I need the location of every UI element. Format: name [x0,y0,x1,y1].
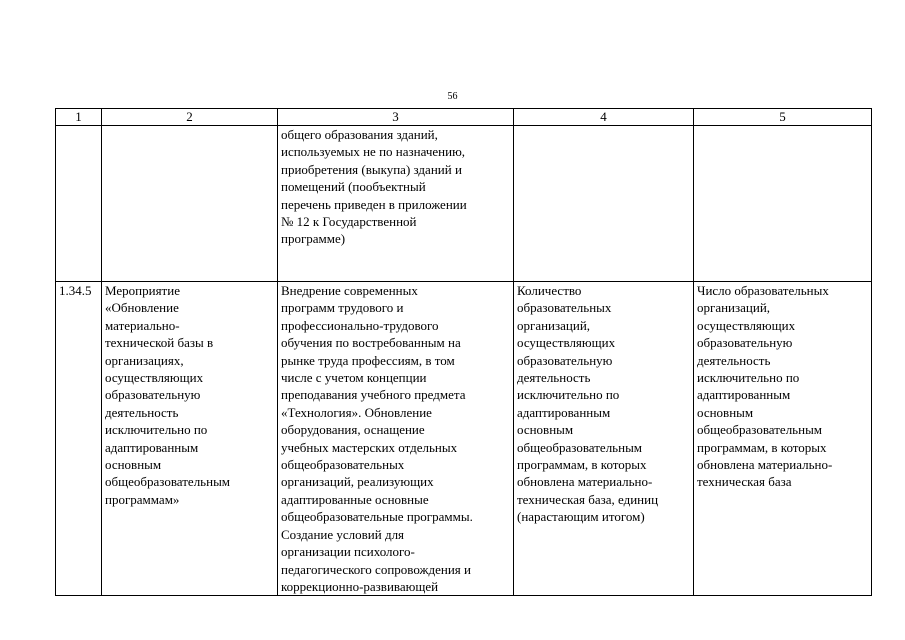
table-cell-event [102,126,278,282]
table-cell-indicator [514,126,694,282]
table-cell-description: общего образования зданий, используемых не по назначению, приобретения (выкупа) зданий и помещений (пообъектный перечень приведен в приложении № 12 к Государственной программе) [278,126,514,282]
column-header: 5 [694,109,872,126]
table-row [56,126,872,282]
table-header-row [56,109,872,126]
column-header: 4 [514,109,694,126]
table-cell-number [56,126,102,282]
page-number: 56 [447,91,458,102]
column-header: 1 [56,109,102,126]
table-cell-indicator: Количество образовательных организаций, осуществляющих образовательную деятельность исключительно по адаптированным основным общеобразовательным программам, в которых обновлена материально- техническая база, единиц (нарастающим итогом) [514,282,694,596]
table-cell-description: Внедрение современных программ трудового и профессионально-трудового обучения по востребованным на рынке труда профессиям, в том числе с учетом концепции преподавания учебного предмета «Технология». Обновление оборудования, оснащение учебных мастерских отдельных общеобразовательных организаций, реализующих адаптированные основные общеобразовательные программы. Создание условий для организации психолого- педагогического сопровождения и коррекционно-развивающей [278,282,514,596]
table-cell-result: Число образовательных организаций, осуществляющих образовательную деятельность исключительно по адаптированным основным общеобразовательным программам, в которых обновлена материально- техническая база [694,282,872,596]
table-row [56,282,872,596]
program-table [55,108,872,596]
table-cell-number: 1.34.5 [56,282,102,596]
column-header: 3 [278,109,514,126]
table-cell-event: Мероприятие «Обновление материально- технической базы в организациях, осуществляющих образовательную деятельность исключительно по адаптированным основным общеобразовательным программам» [102,282,278,596]
table-cell-result [694,126,872,282]
column-header: 2 [102,109,278,126]
